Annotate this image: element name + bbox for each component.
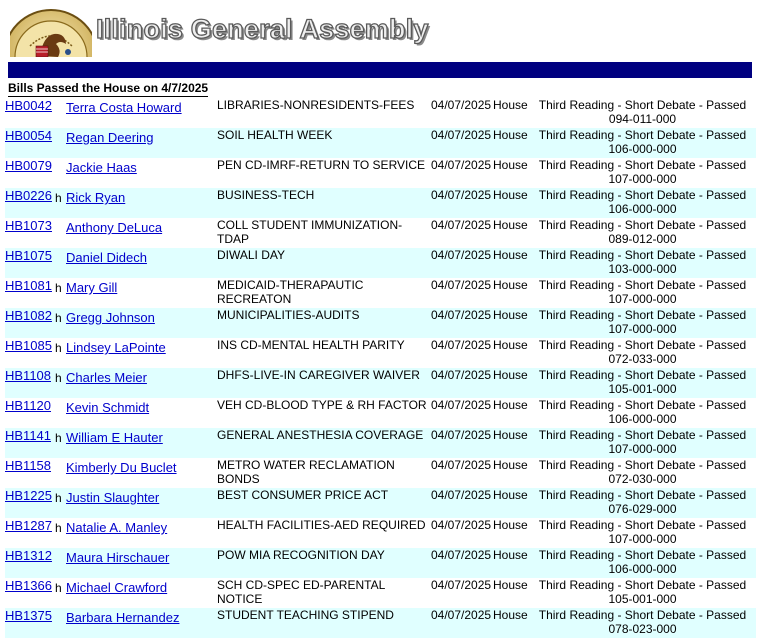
bill-number-link[interactable]: HB1366 — [5, 578, 52, 593]
bill-row — [5, 488, 756, 518]
action-cell — [529, 488, 756, 518]
vote-count: 076-029-000 — [608, 502, 677, 516]
bill-number-cell — [5, 308, 55, 338]
sponsor-cell — [66, 218, 217, 248]
bill-number-link[interactable]: HB0042 — [5, 98, 52, 113]
bill-description: LIBRARIES-NONRESIDENTS-FEES — [217, 98, 415, 112]
vote-count: 094-011-000 — [608, 112, 677, 126]
bill-number-cell — [5, 428, 55, 458]
chamber: House — [493, 218, 528, 232]
chamber: House — [493, 518, 528, 532]
vote-count: 107-000-000 — [608, 172, 677, 186]
vote-count: 107-000-000 — [608, 292, 677, 306]
bill-number-link[interactable]: HB1312 — [5, 548, 52, 563]
bill-flag: h — [55, 431, 62, 445]
vote-count: 106-000-000 — [608, 202, 677, 216]
vote-count: 106-000-000 — [608, 562, 677, 576]
vote-count: 078-023-000 — [608, 622, 677, 636]
action-text: Third Reading - Short Debate - Passed — [538, 458, 747, 472]
bill-description: PEN CD-IMRF-RETURN TO SERVICE — [217, 158, 426, 172]
action-text: Third Reading - Short Debate - Passed — [538, 428, 747, 442]
bill-row — [5, 548, 756, 578]
chamber: House — [493, 548, 528, 562]
sponsor-link[interactable]: Mary Gill — [66, 280, 118, 295]
bill-number-cell — [5, 278, 55, 308]
bill-number-cell — [5, 488, 55, 518]
bill-row — [5, 518, 756, 548]
action-cell — [529, 218, 756, 248]
sponsor-link[interactable]: Rick Ryan — [66, 190, 126, 205]
action-text: Third Reading - Short Debate - Passed — [538, 188, 747, 202]
bill-number-link[interactable]: HB0226 — [5, 188, 52, 203]
sponsor-cell — [66, 188, 217, 218]
bill-flag: h — [55, 281, 62, 295]
bill-description: METRO WATER RECLAMATION BONDS — [217, 458, 395, 486]
action-date: 04/07/2025 — [431, 428, 492, 442]
bill-row — [5, 248, 756, 278]
sponsor-cell — [66, 368, 217, 398]
vote-count: 106-000-000 — [608, 142, 677, 156]
site-title-logo[interactable]: Illinois General Assembly — [96, 14, 429, 44]
sponsor-link[interactable]: Anthony DeLuca — [66, 220, 163, 235]
site-header — [0, 0, 763, 62]
bill-number-link[interactable]: HB1158 — [5, 458, 52, 473]
chamber: House — [493, 398, 528, 412]
action-cell — [529, 278, 756, 308]
sponsor-link[interactable]: Daniel Didech — [66, 250, 147, 265]
action-cell — [529, 368, 756, 398]
bill-number-link[interactable]: HB1120 — [5, 398, 52, 413]
action-text: Third Reading - Short Debate - Passed — [538, 488, 747, 502]
vote-count: 105-001-000 — [608, 382, 677, 396]
bill-row — [5, 218, 756, 248]
bill-number-link[interactable]: HB1287 — [5, 518, 52, 533]
chamber: House — [493, 488, 528, 502]
action-cell — [529, 188, 756, 218]
bill-row — [5, 428, 756, 458]
action-text: Third Reading - Short Debate - Passed — [538, 368, 747, 382]
chamber: House — [493, 368, 528, 382]
action-text: Third Reading - Short Debate - Passed — [538, 248, 747, 262]
bill-row — [5, 278, 756, 308]
bill-flag: h — [55, 311, 62, 325]
bill-description: SCH CD-SPEC ED-PARENTAL NOTICE — [217, 578, 385, 606]
action-date: 04/07/2025 — [431, 248, 492, 262]
bill-description: VEH CD-BLOOD TYPE & RH FACTOR — [217, 398, 427, 412]
action-text: Third Reading - Short Debate - Passed — [538, 608, 747, 622]
bill-description: COLL STUDENT IMMUNIZATION-TDAP — [217, 218, 403, 246]
bill-number-link[interactable]: HB1108 — [5, 368, 52, 383]
action-date: 04/07/2025 — [431, 368, 492, 382]
action-text: Third Reading - Short Debate - Passed — [538, 338, 747, 352]
sponsor-link[interactable]: Jackie Haas — [66, 160, 137, 175]
bill-description: INS CD-MENTAL HEALTH PARITY — [217, 338, 405, 352]
action-text: Third Reading - Short Debate - Passed — [538, 128, 747, 142]
bill-row — [5, 188, 756, 218]
bill-flag — [55, 128, 66, 158]
action-date: 04/07/2025 — [431, 518, 492, 532]
bill-number-link[interactable]: HB1081 — [5, 278, 52, 293]
bill-row — [5, 608, 756, 638]
bill-number-cell — [5, 458, 55, 488]
sponsor-link[interactable]: Michael Crawford — [66, 580, 168, 595]
bill-description: BEST CONSUMER PRICE ACT — [217, 488, 389, 502]
sponsor-cell — [66, 578, 217, 608]
bill-number-cell — [5, 368, 55, 398]
bill-number-link[interactable]: HB1085 — [5, 338, 52, 353]
action-date: 04/07/2025 — [431, 98, 492, 112]
bill-number-link[interactable]: HB1225 — [5, 488, 52, 503]
bill-description: SOIL HEALTH WEEK — [217, 128, 333, 142]
bill-number-cell — [5, 188, 55, 218]
sponsor-link[interactable]: Kevin Schmidt — [66, 400, 150, 415]
vote-count: 107-000-000 — [608, 322, 677, 336]
bill-number-link[interactable]: HB1082 — [5, 308, 52, 323]
chamber: House — [493, 188, 528, 202]
bills-table — [5, 98, 756, 638]
bill-flag — [55, 98, 66, 128]
sponsor-link[interactable]: Lindsey LaPointe — [66, 340, 166, 355]
action-text: Third Reading - Short Debate - Passed — [538, 548, 747, 562]
sponsor-cell — [66, 518, 217, 548]
action-cell — [529, 398, 756, 428]
sponsor-cell — [66, 248, 217, 278]
bill-number-link[interactable]: HB1375 — [5, 608, 52, 623]
chamber: House — [493, 278, 528, 292]
action-date: 04/07/2025 — [431, 278, 492, 292]
chamber: House — [493, 128, 528, 142]
bill-number-cell — [5, 578, 55, 608]
bill-number-cell — [5, 338, 55, 368]
chamber: House — [493, 338, 528, 352]
bill-number-link[interactable]: HB1075 — [5, 248, 52, 263]
sponsor-cell — [66, 278, 217, 308]
action-date: 04/07/2025 — [431, 398, 492, 412]
action-text: Third Reading - Short Debate - Passed — [538, 218, 747, 232]
action-date: 04/07/2025 — [431, 548, 492, 562]
bill-flag: h — [55, 341, 62, 355]
action-cell — [529, 518, 756, 548]
bill-description: POW MIA RECOGNITION DAY — [217, 548, 385, 562]
chamber: House — [493, 428, 528, 442]
action-cell — [529, 608, 756, 638]
bill-number-cell — [5, 128, 55, 158]
action-date: 04/07/2025 — [431, 308, 492, 322]
action-date: 04/07/2025 — [431, 578, 492, 592]
bill-flag — [55, 158, 66, 188]
sponsor-cell — [66, 158, 217, 188]
sponsor-link[interactable]: Barbara Hernandez — [66, 610, 180, 625]
bill-description: MUNICIPALITIES-AUDITS — [217, 308, 360, 322]
bill-number-cell — [5, 398, 55, 428]
action-cell — [529, 458, 756, 488]
bill-row — [5, 458, 756, 488]
action-cell — [529, 338, 756, 368]
bill-description: MEDICAID-THERAPAUTIC RECREATON — [217, 278, 364, 306]
action-text: Third Reading - Short Debate - Passed — [538, 98, 747, 112]
vote-count: 107-000-000 — [608, 532, 677, 546]
action-date: 04/07/2025 — [431, 338, 492, 352]
sponsor-cell — [66, 488, 217, 518]
chamber: House — [493, 608, 528, 622]
bill-flag: h — [55, 521, 62, 535]
action-text: Third Reading - Short Debate - Passed — [538, 398, 747, 412]
bill-number-cell — [5, 98, 55, 128]
action-cell — [529, 578, 756, 608]
sponsor-cell — [66, 128, 217, 158]
action-text: Third Reading - Short Debate - Passed — [538, 158, 747, 172]
bill-flag: h — [55, 491, 62, 505]
vote-count: 072-033-000 — [608, 352, 677, 366]
bill-row — [5, 128, 756, 158]
bill-number-link[interactable]: HB0079 — [5, 158, 52, 173]
action-text: Third Reading - Short Debate - Passed — [538, 308, 747, 322]
sponsor-cell — [66, 308, 217, 338]
sponsor-link[interactable]: Terra Costa Howard — [66, 100, 182, 115]
vote-count: 103-000-000 — [608, 262, 677, 276]
bill-number-link[interactable]: HB1141 — [5, 428, 52, 443]
sponsor-cell — [66, 608, 217, 638]
bill-description: HEALTH FACILITIES-AED REQUIRED — [217, 518, 426, 532]
vote-count: 089-012-000 — [608, 232, 677, 246]
navigation-bar — [8, 62, 752, 78]
bill-flag — [55, 458, 66, 488]
action-cell — [529, 428, 756, 458]
bill-number-cell — [5, 518, 55, 548]
bill-number-cell — [5, 158, 55, 188]
bill-flag — [55, 608, 66, 638]
bill-flag — [55, 398, 66, 428]
bill-row — [5, 158, 756, 188]
bill-description: BUSINESS-TECH — [217, 188, 315, 202]
bill-description: DIWALI DAY — [217, 248, 286, 262]
action-cell — [529, 548, 756, 578]
bill-number-link[interactable]: HB0054 — [5, 128, 52, 143]
action-text: Third Reading - Short Debate - Passed — [538, 278, 747, 292]
vote-count: 106-000-000 — [608, 412, 677, 426]
action-date: 04/07/2025 — [431, 488, 492, 502]
bill-row — [5, 578, 756, 608]
vote-count: 105-001-000 — [608, 592, 677, 606]
action-date: 04/07/2025 — [431, 608, 492, 622]
action-text: Third Reading - Short Debate - Passed — [538, 518, 747, 532]
sponsor-link[interactable]: Kimberly Du Buclet — [66, 460, 177, 475]
action-cell — [529, 128, 756, 158]
action-cell — [529, 98, 756, 128]
chamber: House — [493, 578, 528, 592]
chamber: House — [493, 458, 528, 472]
bill-flag: h — [55, 191, 62, 205]
page-subtitle: Bills Passed the House on 4/7/2025 — [8, 81, 209, 95]
bill-flag — [55, 548, 66, 578]
bill-number-link[interactable]: HB1073 — [5, 218, 52, 233]
bill-flag: h — [55, 581, 62, 595]
sponsor-cell — [66, 458, 217, 488]
sponsor-cell — [66, 398, 217, 428]
state-seal-logo[interactable] — [10, 6, 92, 57]
sponsor-cell — [66, 98, 217, 128]
bill-flag — [55, 248, 66, 278]
action-date: 04/07/2025 — [431, 218, 492, 232]
bill-row — [5, 338, 756, 368]
chamber: House — [493, 308, 528, 322]
bill-row — [5, 98, 756, 128]
vote-count: 107-000-000 — [608, 442, 677, 456]
action-date: 04/07/2025 — [431, 128, 492, 142]
bill-number-cell — [5, 608, 55, 638]
chamber: House — [493, 98, 528, 112]
sponsor-link[interactable]: Gregg Johnson — [66, 310, 155, 325]
bill-flag: h — [55, 371, 62, 385]
sponsor-link[interactable]: Justin Slaughter — [66, 490, 160, 505]
action-text: Third Reading - Short Debate - Passed — [538, 578, 747, 592]
bill-description: STUDENT TEACHING STIPEND — [217, 608, 394, 622]
bill-row — [5, 308, 756, 338]
action-date: 04/07/2025 — [431, 458, 492, 472]
bill-row — [5, 368, 756, 398]
sponsor-cell — [66, 338, 217, 368]
sponsor-cell — [66, 428, 217, 458]
action-cell — [529, 308, 756, 338]
action-date: 04/07/2025 — [431, 158, 492, 172]
bill-description: DHFS-LIVE-IN CAREGIVER WAIVER — [217, 368, 420, 382]
sponsor-link[interactable]: Charles Meier — [66, 370, 147, 385]
bill-number-cell — [5, 218, 55, 248]
action-cell — [529, 158, 756, 188]
bill-description: GENERAL ANESTHESIA COVERAGE — [217, 428, 424, 442]
sponsor-link[interactable]: Maura Hirschauer — [66, 550, 170, 565]
bill-number-cell — [5, 248, 55, 278]
sponsor-cell — [66, 548, 217, 578]
action-date: 04/07/2025 — [431, 188, 492, 202]
chamber: House — [493, 248, 528, 262]
bill-row — [5, 398, 756, 428]
bill-flag — [55, 218, 66, 248]
bill-number-cell — [5, 548, 55, 578]
action-cell — [529, 248, 756, 278]
chamber: House — [493, 158, 528, 172]
sponsor-link[interactable]: William E Hauter — [66, 430, 163, 445]
sponsor-link[interactable]: Regan Deering — [66, 130, 154, 145]
sponsor-link[interactable]: Natalie A. Manley — [66, 520, 168, 535]
vote-count: 072-030-000 — [608, 472, 677, 486]
